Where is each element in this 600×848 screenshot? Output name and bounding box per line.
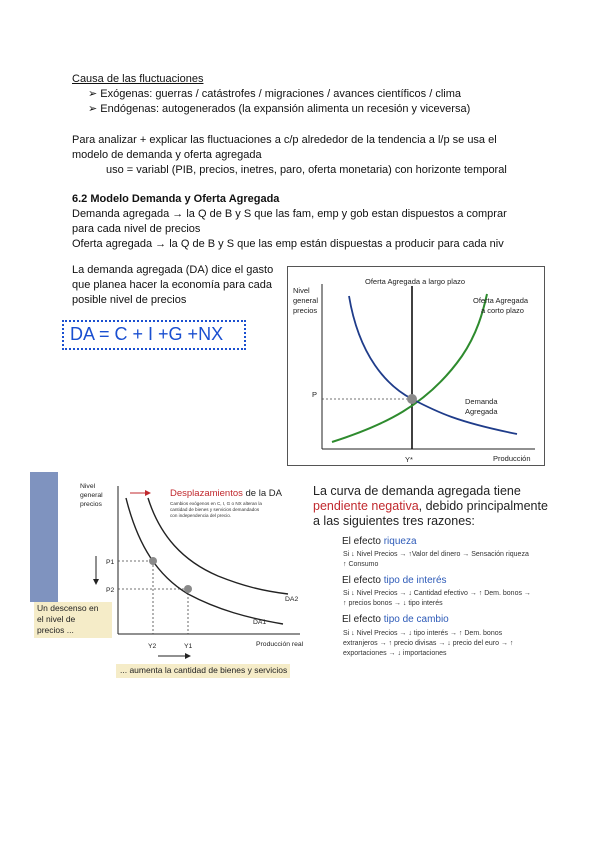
section-line-1: Demanda agregada → la Q de B y S que las fam, emp y gob estan dispuestos a comprar: [72, 208, 507, 220]
effect-exchange-heading: [342, 614, 449, 625]
oa-short-run-label: Oferta Agregada: [473, 296, 529, 305]
effect-prefix: El efecto: [342, 575, 384, 586]
shift-subtitle: Cambios exógenos en C, I, G o NX alteran la: [170, 501, 262, 506]
da-formula: DA = C + I +G +NX: [70, 324, 224, 344]
effect-interest-name: tipo de interés: [383, 575, 447, 586]
reasons-title-rest: , debido principalmente: [418, 499, 548, 513]
p-label: P: [312, 390, 318, 399]
effect-prefix: El efecto: [342, 536, 384, 547]
note-quantity-increase: ... aumenta la cantidad de bienes y servicios: [116, 664, 290, 678]
oa-da-equilibrium-chart: [287, 266, 545, 466]
shift-title: [170, 488, 283, 499]
da-label: Demanda: [465, 397, 498, 406]
p2-label: P2: [106, 587, 115, 594]
section-title: 6.2 Modelo Demanda y Oferta Agregada: [72, 193, 280, 205]
analysis-line-3: uso = variabl (PIB, precios, inetres, paro, oferta monetaria) con horizonte temporal: [106, 164, 507, 176]
fluct-item-text: Exógenas: guerras / catástrofes / migraciones / avances científicos / clima: [100, 88, 461, 100]
da-label: Agregada: [465, 407, 498, 416]
shift-subtitle: con independencia del precio.: [170, 513, 232, 518]
reasons-title-line-1: La curva de demanda agregada tiene: [313, 484, 521, 498]
fluct-item-exogenas: [80, 87, 461, 102]
shift-title-rest: de la DA: [242, 488, 282, 499]
fluct-item-text: Endógenas: autogenerados (la expansión alimenta un recesión y viceversa): [100, 103, 471, 115]
oa-long-run-label: Oferta Agregada a largo plazo: [365, 277, 466, 286]
da-shift-chart: [78, 476, 306, 662]
bullet-arrow-icon: ➢: [88, 88, 98, 100]
shift-title-red: Desplazamientos: [170, 488, 243, 499]
y-axis-label-line: Nivel: [293, 286, 310, 295]
negative-slope-text: pendiente negativa: [313, 499, 419, 513]
note-price-drop: [34, 602, 112, 638]
note-line: precios ...: [37, 625, 74, 635]
effect-interest-line-1: Si ↓ Nivel Precios → ↓ Cantidad efectivo → ↑ Dem. bonos →: [343, 590, 531, 597]
effect-wealth-line-1: Si ↓ Nivel Precios → ↑Valor del dinero → Sensación riqueza: [343, 551, 529, 558]
oa-short-run-label: a corto plazo: [481, 306, 524, 315]
bullet-arrow-icon: ➢: [88, 103, 98, 115]
y-axis-label-line: general: [80, 492, 103, 499]
fluct-item-endogenas: [80, 102, 470, 117]
equilibrium-point: [407, 394, 417, 404]
formula-box: [62, 320, 246, 350]
da2-label: DA2: [285, 596, 299, 603]
effect-exchange-line-3: exportaciones → ↓ importaciones: [343, 650, 447, 657]
note-line: el nivel de: [37, 614, 76, 624]
effect-interest-line-2: ↑ precios bonos → ↓ tipo interés: [343, 600, 443, 607]
y-axis-label-line: precios: [80, 501, 102, 508]
da1-label: DA1: [253, 619, 267, 626]
effect-interest-heading: [342, 575, 447, 586]
y1-label: Y1: [184, 643, 193, 650]
effect-wealth-heading: [342, 536, 417, 547]
analysis-line-2: modelo de demanda y oferta agregada: [72, 149, 262, 161]
y-axis-label-line: general: [293, 296, 319, 305]
y-axis-label-line: Nivel: [80, 483, 96, 490]
da-text-line-1: La demanda agregada (DA) dice el gasto: [72, 264, 274, 276]
da-text-line-2: que planea hacer la economía para cada: [72, 279, 272, 291]
y2-label: Y2: [148, 643, 157, 650]
effect-exchange-line-2: extranjeros → ↑ precio divisas → ↓ precio del euro → ↑: [343, 640, 514, 647]
effect-exchange-line-1: Si ↓ Nivel Precios → ↓ tipo interés → ↑ Dem. bonos: [343, 630, 503, 637]
da-text-line-3: posible nivel de precios: [72, 294, 187, 306]
p1-label: P1: [106, 559, 115, 566]
effect-wealth-line-2: ↑ Consumo: [343, 561, 379, 568]
x-axis-label: Producción: [493, 454, 531, 463]
section-line-2: para cada nivel de precios: [72, 223, 201, 235]
analysis-line-1: Para analizar + explicar las fluctuaciones a c/p alrededor de la tendencia a l/p se usa el: [72, 134, 497, 146]
y-axis-label-line: precios: [293, 306, 318, 315]
x-axis-label: Producción real: [256, 641, 304, 648]
y-star-label: Y*: [405, 455, 413, 464]
reasons-title-line-3: a las siguientes tres razones:: [313, 514, 475, 528]
shift-subtitle: cantidad de bienes y servicios demandados: [170, 507, 260, 512]
effect-wealth-name: riqueza: [383, 536, 417, 547]
decorative-sidebar-bar: [30, 472, 58, 602]
reasons-title-line-2: [313, 499, 548, 514]
point-b: [184, 585, 192, 593]
section-line-3: Oferta agregada → la Q de B y S que las emp están dispuestas a producir para cada niv: [72, 238, 504, 250]
effect-prefix: El efecto: [342, 614, 384, 625]
point-a: [149, 557, 157, 565]
effect-exchange-name: tipo de cambio: [383, 614, 449, 625]
note-line: Un descenso en: [37, 603, 99, 613]
fluct-heading: Causa de las fluctuaciones: [72, 73, 204, 85]
